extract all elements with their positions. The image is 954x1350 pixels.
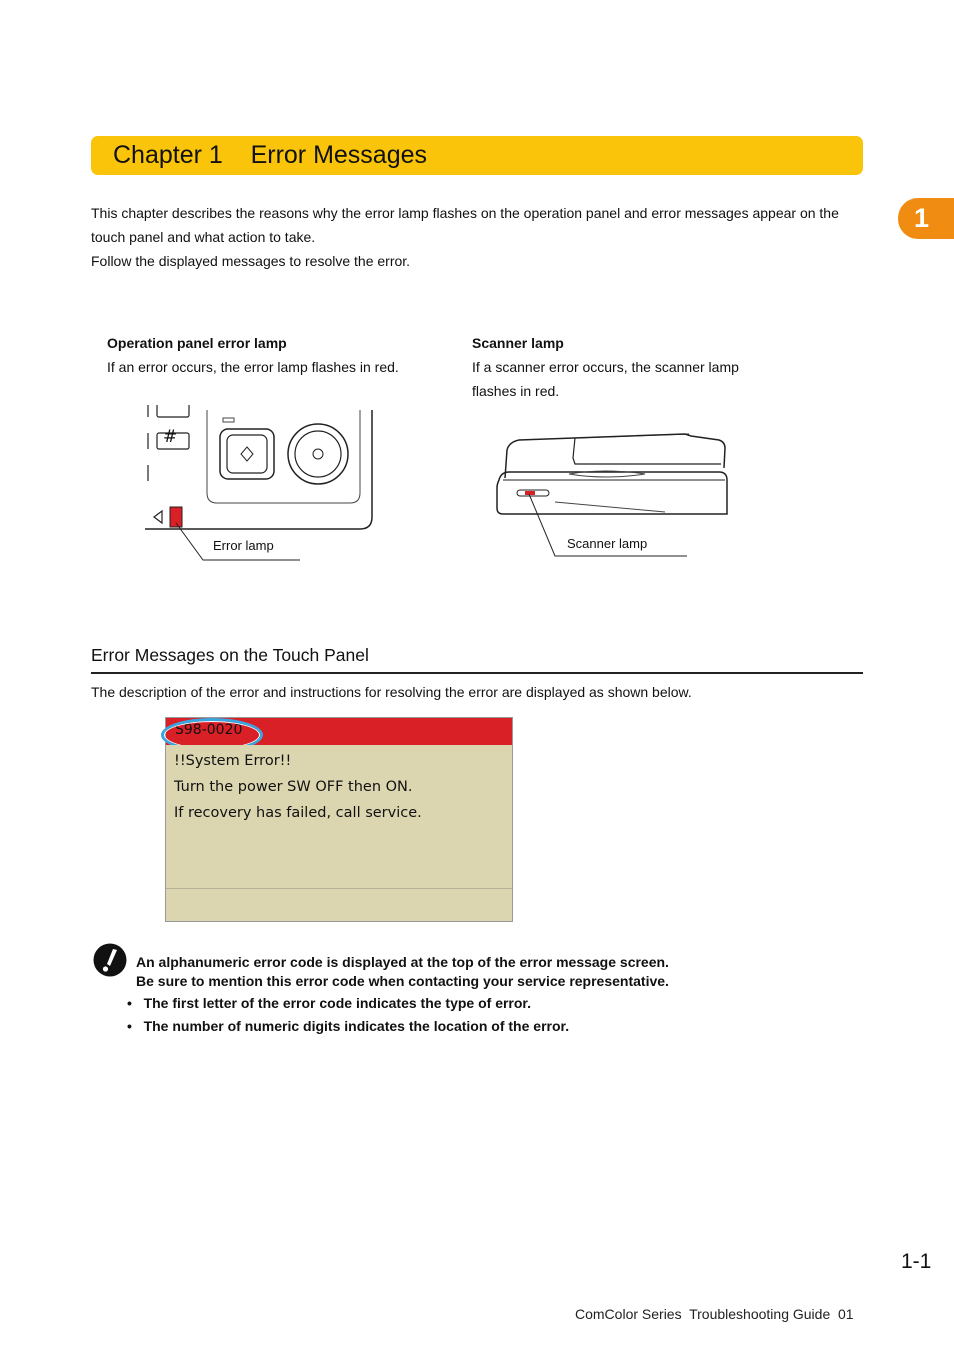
operation-panel-description: If an error occurs, the error lamp flashes in red.: [107, 359, 399, 375]
note-text: [136, 953, 669, 991]
error-message-line: Turn the power SW OFF then ON.: [174, 779, 413, 795]
footer-text: ComColor Series Troubleshooting Guide 01: [575, 1306, 854, 1322]
scanner-heading: Scanner lamp: [472, 335, 564, 351]
scanner-description: flashes in red.: [472, 383, 560, 399]
chapter-title: Chapter 1 Error Messages: [113, 141, 428, 169]
section-description: The description of the error and instructions for resolving the error are displayed as shown below.: [91, 684, 692, 700]
note-bullet-text: The first letter of the error code indicates the type of error.: [143, 995, 531, 1011]
important-icon: [93, 943, 127, 977]
section-divider: [91, 672, 863, 674]
note-bullet-text: The number of numeric digits indicates the location of the error.: [143, 1018, 570, 1034]
section-heading: Error Messages on the Touch Panel: [91, 645, 369, 665]
error-code: S98-0020: [175, 722, 243, 738]
note-bullet: • The first letter of the error code indicates the type of error.: [127, 995, 531, 1011]
error-message-screen: [165, 717, 512, 922]
error-message-line: If recovery has failed, call service.: [174, 805, 422, 821]
error-screen-body: [165, 745, 513, 922]
scanner-description: If a scanner error occurs, the scanner lamp: [472, 359, 739, 375]
error-lamp-callout: Error lamp: [213, 538, 274, 553]
operation-panel-heading: Operation panel error lamp: [107, 335, 287, 351]
note-line: Be sure to mention this error code when contacting your service representative.: [136, 973, 669, 989]
error-message-line: !!System Error!!: [174, 753, 292, 769]
note-bullet: • The number of numeric digits indicates the location of the error.: [127, 1018, 570, 1034]
hash-key-label: #: [163, 427, 178, 447]
intro-line: This chapter describes the reasons why the error lamp flashes on the operation panel and error messages appear on the: [91, 205, 839, 221]
note-line: An alphanumeric error code is displayed at the top of the error message screen.: [136, 954, 669, 970]
error-screen-divider: [166, 888, 512, 889]
scanner-lamp-callout: Scanner lamp: [567, 536, 648, 551]
page-number: 1-1: [901, 1250, 932, 1273]
chapter-tab: [898, 198, 954, 239]
intro-line: touch panel and what action to take.: [91, 229, 316, 245]
intro-line: Follow the displayed messages to resolve the error.: [91, 253, 411, 269]
intro-paragraph: [91, 201, 866, 273]
chapter-tab-number: 1: [914, 203, 930, 233]
